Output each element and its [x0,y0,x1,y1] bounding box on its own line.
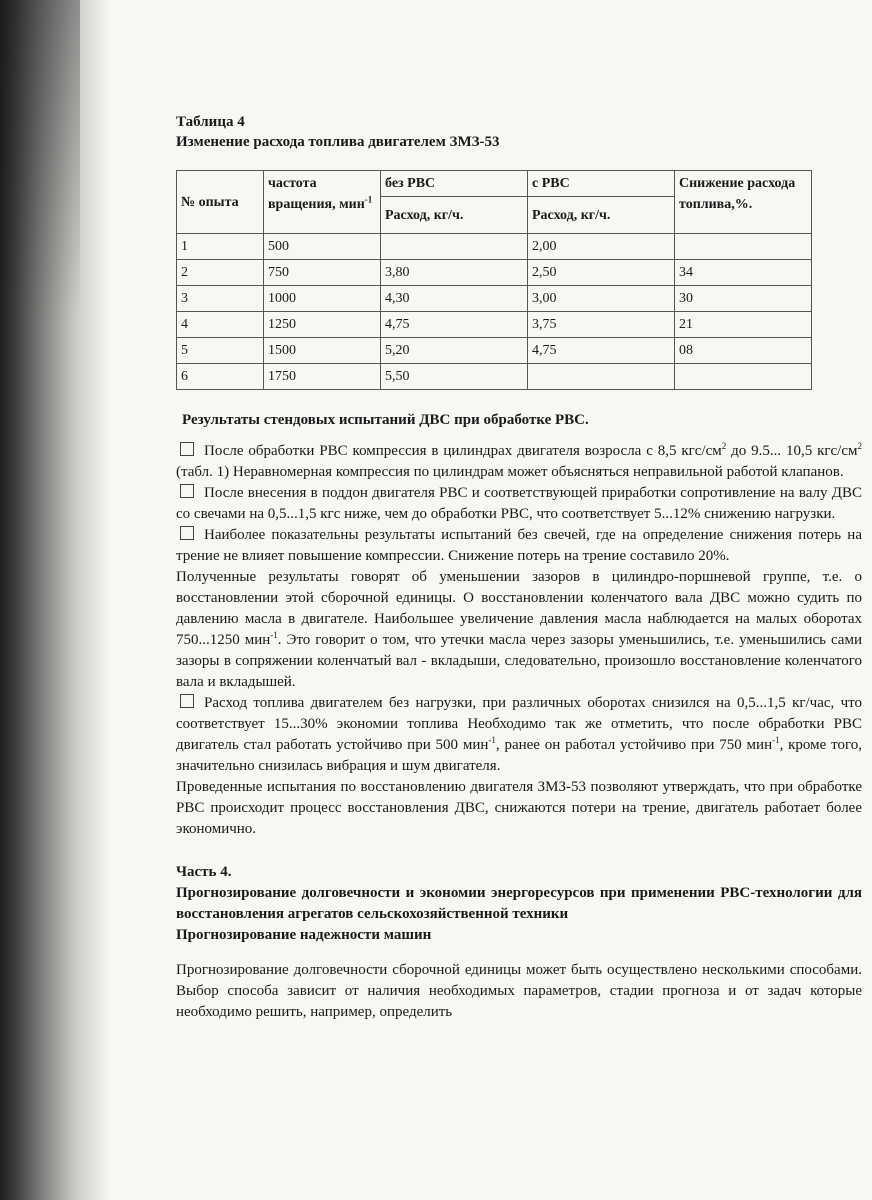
table-cell: 1000 [264,286,381,312]
table-cell: 5,50 [381,364,528,390]
table-cell: 1250 [264,312,381,338]
scan-shadow-top [0,0,80,320]
table-label: Таблица 4 [176,114,245,130]
table-row [177,364,812,390]
checkbox-icon [180,526,194,540]
table-row [177,312,812,338]
checkbox-icon [180,484,194,498]
header-flow-with: Расход, кг/ч. [528,197,675,234]
table-cell: 2,00 [528,234,675,260]
table-cell: 08 [675,338,812,364]
checkbox-icon [180,442,194,456]
table-cell: 6 [177,364,264,390]
table-cell: 34 [675,260,812,286]
table-body [177,234,812,390]
table-cell: 5,20 [381,338,528,364]
fuel-table [176,170,812,390]
table-row [177,260,812,286]
table-row [177,286,812,312]
table-cell: 4,75 [381,312,528,338]
table-row [177,338,812,364]
table-header-row [177,171,812,197]
table-cell: 21 [675,312,812,338]
header-flow-without: Расход, кг/ч. [381,197,528,234]
table-cell: 4,30 [381,286,528,312]
table-cell: 500 [264,234,381,260]
table-cell [675,364,812,390]
paragraph-bullet-2: После внесения в поддон двигателя РВС и соответствующей приработки сопротивление на валу ДВС со свечами на 0,5...1,5 кгс ниже, чем до обработки РВС, что соответствует 5...12% снижению нагрузки. [176,485,862,522]
table-cell: 3,75 [528,312,675,338]
header-rpm: частота вращения, мин$^{-1}$ [264,171,381,234]
paragraph-bullet-1: После обработки РВС компрессия в цилиндрах двигателя возросла с 8,5 кгс/$см^2$ до 9.5... 10,5 кгс/$см^2$ (табл. 1) Неравномерная компрессия по цилиндрам может объясняться неправильной работой клапанов. [176,441,862,480]
table-cell: 1750 [264,364,381,390]
document-page [176,112,862,1023]
table-row [177,234,812,260]
table-cell: 1 [177,234,264,260]
table-cell [381,234,528,260]
table-cell [528,364,675,390]
checkbox-icon [180,694,194,708]
table-cell: 2,50 [528,260,675,286]
paragraph-bullet-3: Наиболее показательны результаты испытаний без свечей, где на определение снижения потерь на трение не влияет повышение компрессии. Снижение потерь на трение составило 20%. [176,527,862,564]
table-cell: 1500 [264,338,381,364]
table-title: Изменение расхода топлива двигателем ЗМЗ-53 [176,134,500,150]
table-cell [675,234,812,260]
table-cell: 30 [675,286,812,312]
table-cell: 3,00 [528,286,675,312]
part4-body: Прогнозирование долговечности сборочной единицы может быть осуществлено несколькими способами. Выбор способа зависит от наличия необходимых параметров, стадии прогноза и от задач которые необходимо решить, например, определить [176,962,862,1020]
table-cell: 4 [177,312,264,338]
results-heading: Результаты стендовых испытаний ДВС при обработке РВС. [182,412,589,428]
table-cell: 2 [177,260,264,286]
header-reduction: Снижение расхода топлива,%. [675,171,812,234]
table-cell: 5 [177,338,264,364]
part4-subtitle: Прогнозирование надежности машин [176,927,432,943]
paragraph-results: Полученные результаты говорят об уменьшении зазоров в цилиндро-поршневой группе, т.е. о восстановлении этой сборочной единицы. О восстановлении коленчатого вала ДВС можно судить по давлению масла в двигателе. Наибольшее увеличение давления масла наблюдается на малых оборотах 750...1250 мин$^{-1}$. Это говорит о том, что утечки масла через зазоры уменьшились, т.е. уменьшились сами зазоры в сопряжении коленчатый вал - вкладыши, следовательно, произошло восстановление коленчатого вала и вкладышей. [176,569,862,690]
table-cell: 3,80 [381,260,528,286]
table-cell: 4,75 [528,338,675,364]
part4-title: Прогнозирование долговечности и экономии энергоресурсов при применении РВС-технологии для восстановления агрегатов сельскохозяйственной техники [176,885,862,922]
table-cell: 3 [177,286,264,312]
table-cell: 750 [264,260,381,286]
header-num: № опыта [177,171,264,234]
header-with-rvs: с РВС [528,171,675,197]
part4-label: Часть 4. [176,864,232,880]
paragraph-bullet-5: Расход топлива двигателем без нагрузки, при различных оборотах снизился на 0,5...1,5 кг/час, что соответствует 15...30% экономии топлива Необходимо так же отметить, что после обработки РВС двигатель стал работать устойчиво при 500 мин$^{-1}$, ранее он работал устойчиво при 750 мин$^{-1}$, кроме того, значительно снизилась вибрация и шум двигателя. [176,695,862,774]
header-without-rvs: без РВС [381,171,528,197]
paragraph-conclusion: Проведенные испытания по восстановлению двигателя ЗМЗ-53 позволяют утверждать, что при обработке РВС происходит процесс восстановления ДВС, снижаются потери на трение, двигатель работает более экономично. [176,779,862,837]
